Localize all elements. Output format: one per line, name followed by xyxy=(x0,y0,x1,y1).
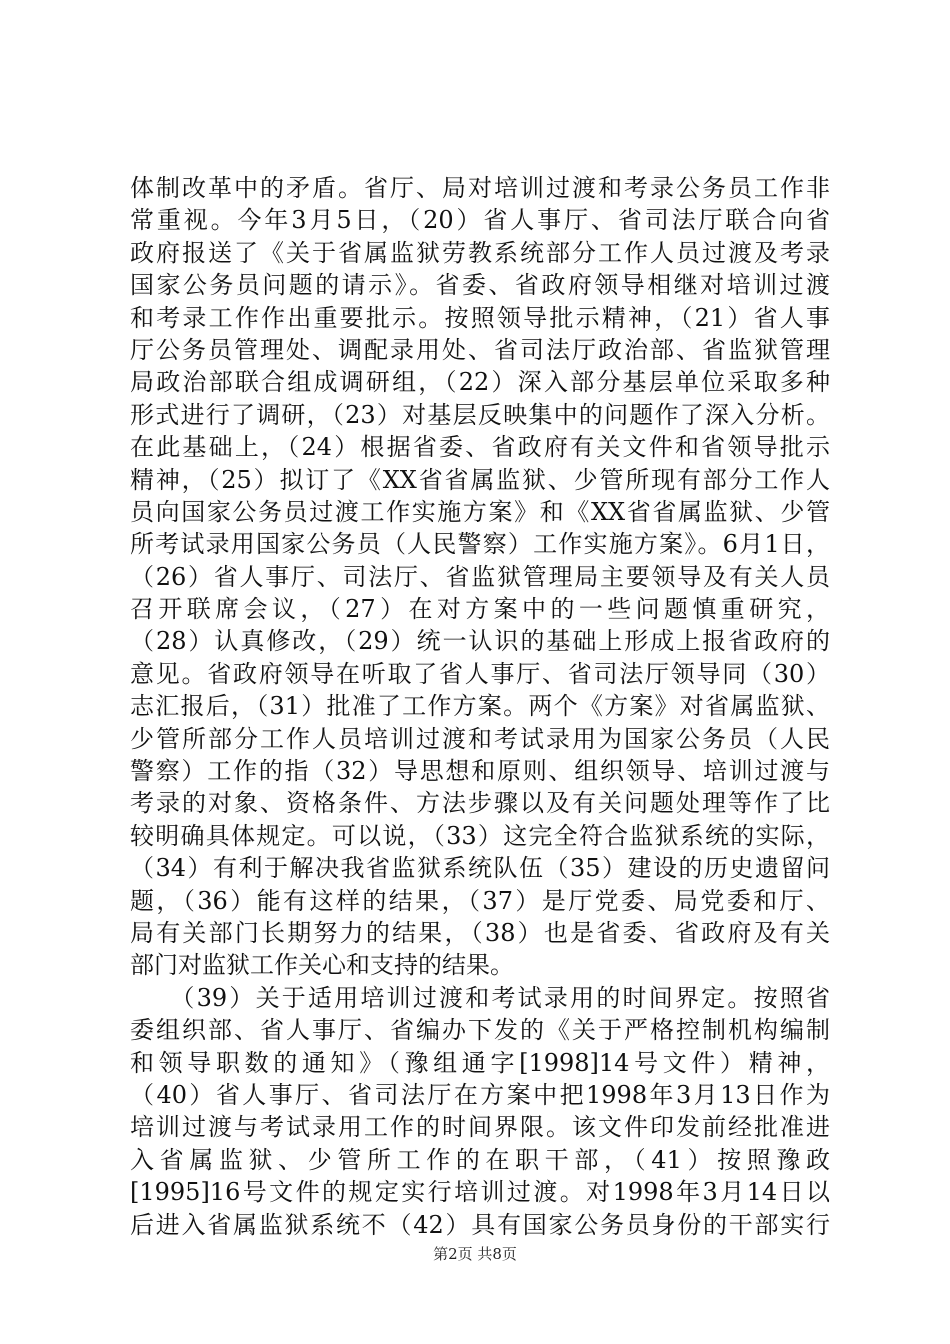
text-line: 少管所部分工作人员培训过渡和考试录用为国家公务员（人民 xyxy=(130,724,830,753)
text-line: 局政治部联合组成调研组，（22）深入部分基层单位采取多种 xyxy=(130,368,830,397)
text-line: 厅公务员管理处、调配录用处、省司法厅政治部、省监狱管理 xyxy=(130,335,830,364)
document-body xyxy=(130,172,830,1241)
text-line: 志汇报后，（31）批准了工作方案。两个《方案》对省属监狱、 xyxy=(130,692,830,721)
text-line: 考录的对象、资格条件、方法步骤以及有关问题处理等作了比 xyxy=(130,789,830,818)
text-line: （39）关于适用培训过渡和考试录用的时间界定。按照省 xyxy=(130,983,830,1012)
text-line: （40）省人事厅、省司法厅在方案中把1998年3月13日作为 xyxy=(130,1080,830,1109)
paragraph-end-line: 部门对监狱工作关心和支持的结果。 xyxy=(130,951,514,980)
text-line: 员向国家公务员过渡工作实施方案》和《XX省省属监狱、少管 xyxy=(130,497,830,526)
page-footer xyxy=(0,1244,950,1264)
text-line: 和领导职数的通知》（豫组通字[1998]14号文件）精神， xyxy=(130,1048,830,1077)
text-line: 体制改革中的矛盾。省厅、局对培训过渡和考录公务员工作非 xyxy=(130,174,830,202)
text-line: 警察）工作的指（32）导思想和原则、组织领导、培训过渡与 xyxy=(130,757,830,786)
text-line: 题，（36）能有这样的结果，（37）是厅党委、局党委和厅、 xyxy=(130,886,830,915)
text-line: 入省属监狱、少管所工作的在职干部，（41）按照豫政 xyxy=(130,1145,830,1174)
text-line: 在此基础上，（24）根据省委、省政府有关文件和省领导批示 xyxy=(130,433,830,462)
text-line: 精神，（25）拟订了《XX省省属监狱、少管所现有部分工作人 xyxy=(130,465,830,494)
text-line: 常重视。今年3月5日，（20）省人事厅、省司法厅联合向省 xyxy=(130,206,830,235)
page-number: 第2页 共8页 xyxy=(433,1245,517,1263)
text-line: [1995]16号文件的规定实行培训过渡。对1998年3月14日以 xyxy=(130,1178,830,1207)
text-line: （26）省人事厅、司法厅、省监狱管理局主要领导及有关人员 xyxy=(130,562,830,591)
text-line: 国家公务员问题的请示》。省委、省政府领导相继对培训过渡 xyxy=(130,271,830,300)
text-line: 较明确具体规定。可以说，（33）这完全符合监狱系统的实际， xyxy=(130,821,830,850)
text-line: 政府报送了《关于省属监狱劳教系统部分工作人员过渡及考录 xyxy=(130,238,830,267)
text-line: 局有关部门长期努力的结果，（38）也是省委、省政府及有关 xyxy=(130,918,830,947)
text-line: （34）有利于解决我省监狱系统队伍（35）建设的历史遗留问 xyxy=(130,854,830,883)
text-line: 召开联席会议，（27）在对方案中的一些问题慎重研究， xyxy=(130,595,830,624)
text-line: 和考录工作作出重要批示。按照领导批示精神，（21）省人事 xyxy=(130,303,830,332)
text-line: 后进入省属监狱系统不（42）具有国家公务员身份的干部实行 xyxy=(130,1210,830,1239)
text-line: 形式进行了调研，（23）对基层反映集中的问题作了深入分析。 xyxy=(130,400,830,429)
text-line: 培训过渡与考试录用工作的时间界限。该文件印发前经批准进 xyxy=(130,1113,830,1142)
text-line: （28）认真修改，（29）统一认识的基础上形成上报省政府的 xyxy=(130,627,830,656)
text-line: 委组织部、省人事厅、省编办下发的《关于严格控制机构编制 xyxy=(130,1016,830,1045)
text-line: 意见。省政府领导在听取了省人事厅、省司法厅领导同（30） xyxy=(130,659,830,688)
text-line: 所考试录用国家公务员（人民警察）工作实施方案》。6月1日， xyxy=(130,530,830,559)
